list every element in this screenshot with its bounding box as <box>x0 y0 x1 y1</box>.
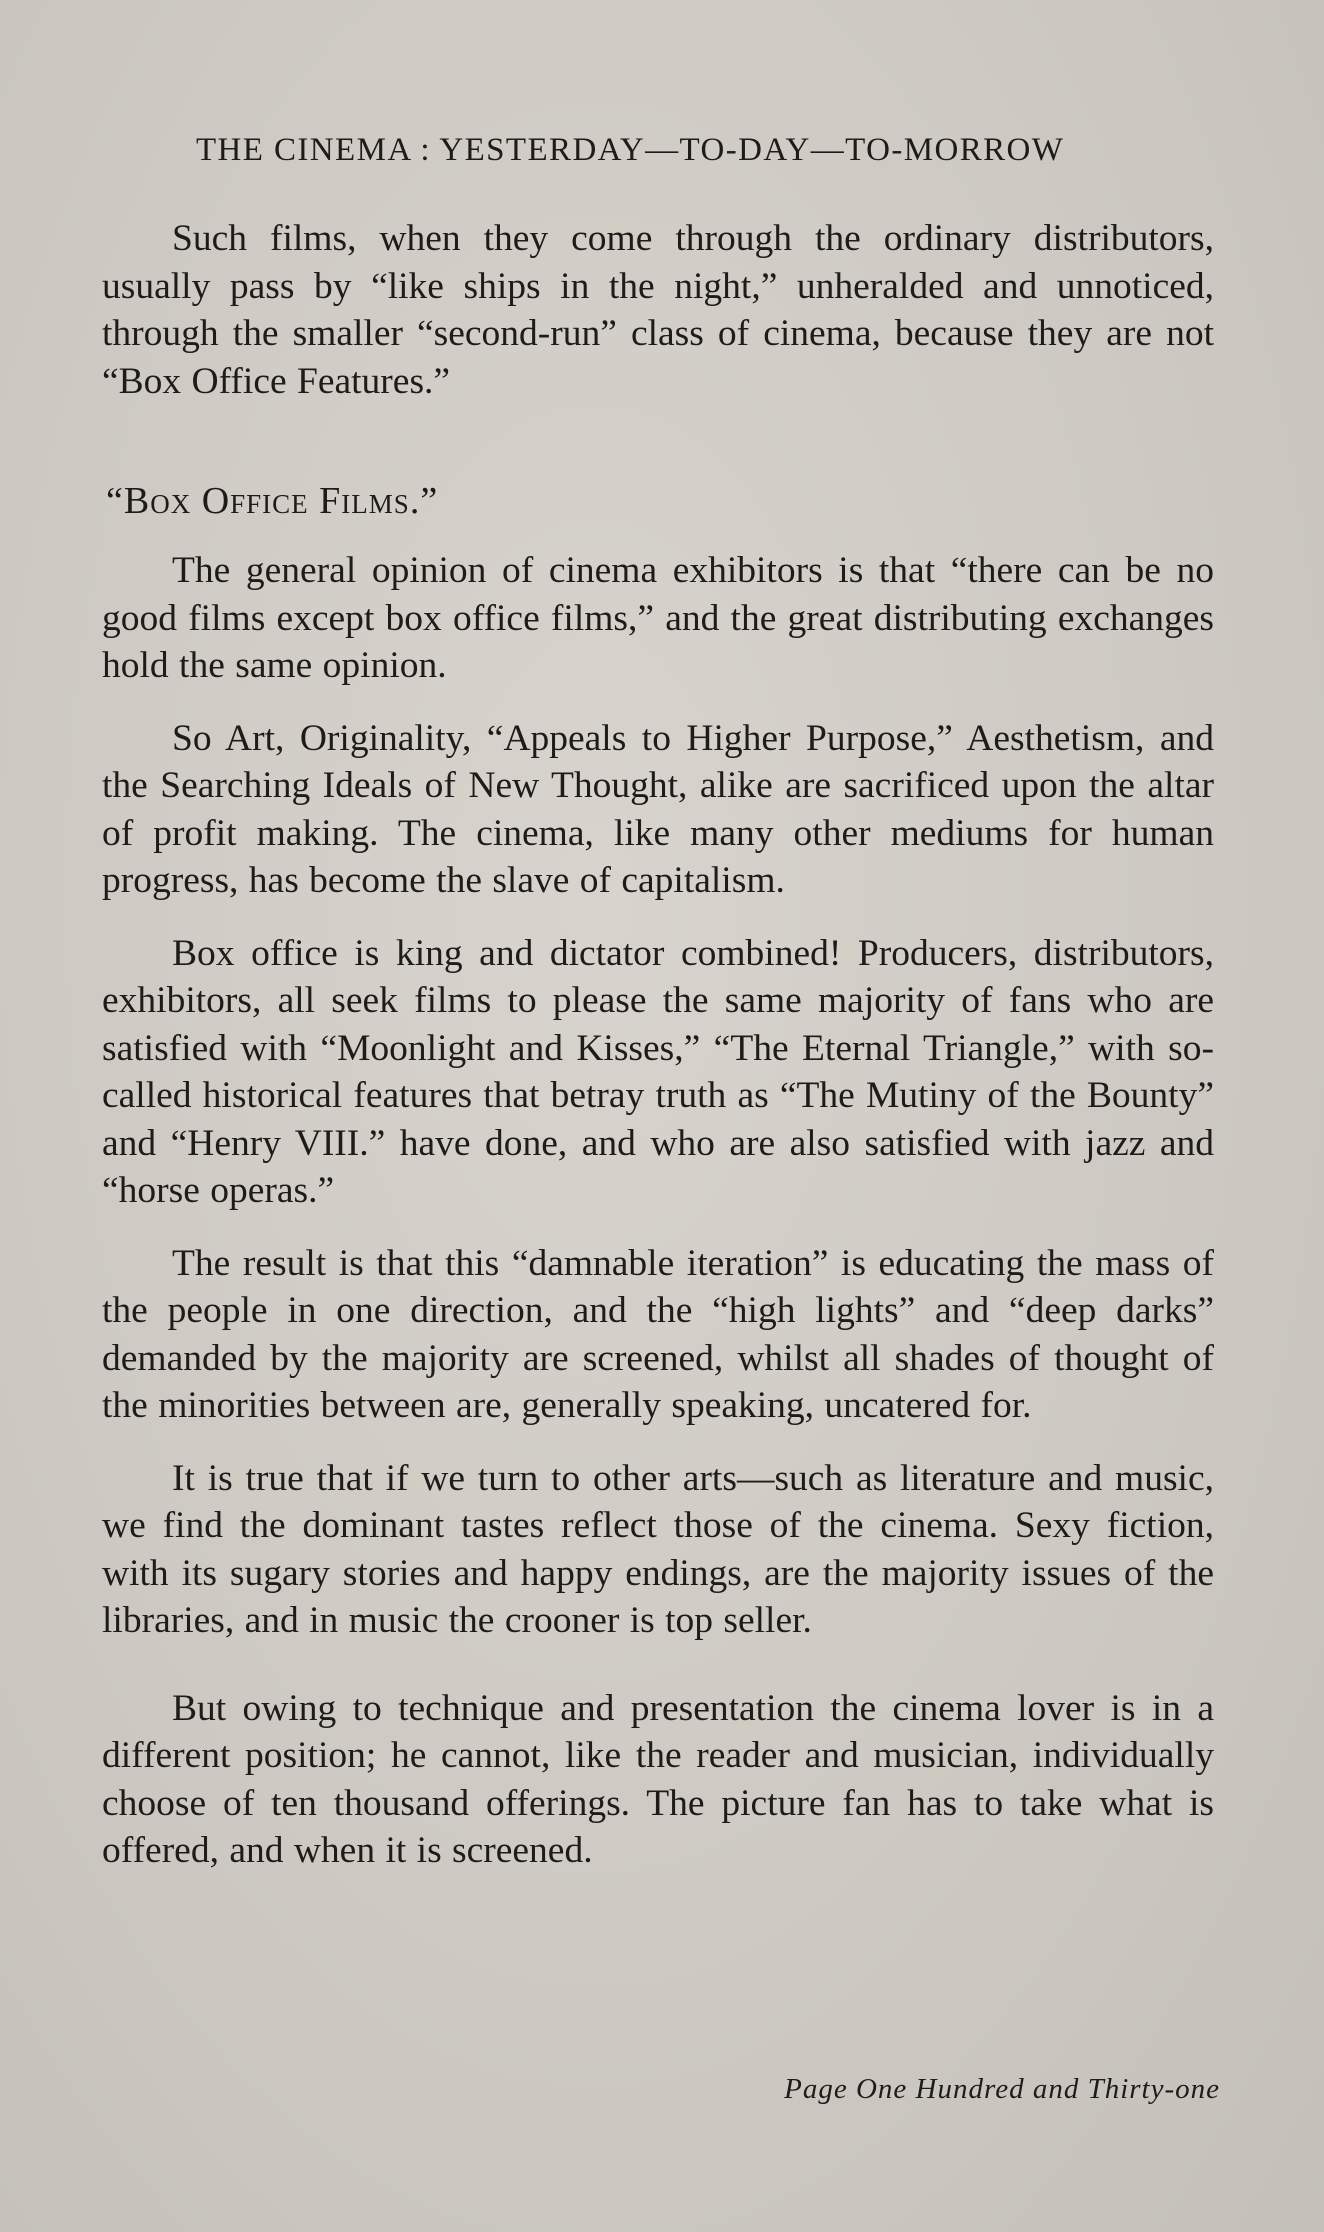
paragraph-5: The result is that this “damnable iteration” is educating the mass of the people in one direction, and the “high lights” and “deep darks” demanded by the majority are screened, whilst all shades of thought of the minorities between are, generally speaking, uncatered for. <box>102 1242 1214 1426</box>
page-number: Page One Hundred and Thirty-one <box>784 2073 1220 2105</box>
paragraph-7: But owing to technique and presentation the cinema lover is in a different position; he cannot, like the reader and musician, individually choose of ten thousand offerings. The picture fan has to take what is offered, and when it is screened. <box>102 1687 1214 1871</box>
paragraph-6: It is true that if we turn to other arts—such as literature and music, we find the dominant tastes reflect those of the cinema. Sexy fiction, with its sugary stories and happy endings, are the majority issues of the libraries, and in music the crooner is top seller. <box>102 1457 1214 1641</box>
paragraph-2: The general opinion of cinema exhibitors is that “there can be no good films except box office films,” and the great distributing exchanges hold the same opinion. <box>102 550 1214 686</box>
paragraph-3: So Art, Originality, “Appeals to Higher Purpose,” Aesthetism, and the Searching Ideals of New Thought, alike are sacrificed upon the altar of profit making. The cinema, like many other mediums for human progress, has become the slave of capitalism. <box>102 717 1214 901</box>
paragraph-1: Such films, when they come through the ordinary distributors, usually pass by “like ships in the night,” unheralded and unnoticed, through the smaller “second-run” class of cinema, because they are not “Box Office Features.” <box>102 218 1214 402</box>
running-title: THE CINEMA : YESTERDAY—TO-DAY—TO-MORROW <box>196 132 1065 168</box>
paragraph-4: Box office is king and dictator combined! Producers, distributors, exhibitors, all seek films to please the same majority of fans who are satisfied with “Moonlight and Kisses,” “The Eternal Triangle,” with so-called historical features that betray truth as “The Mutiny of the Bounty” and “Henry VIII.” have done, and who are also satisfied with jazz and “horse operas.” <box>102 932 1214 1211</box>
section-heading: “Box Office Films.” <box>106 480 439 522</box>
page-body <box>102 215 1214 1900</box>
